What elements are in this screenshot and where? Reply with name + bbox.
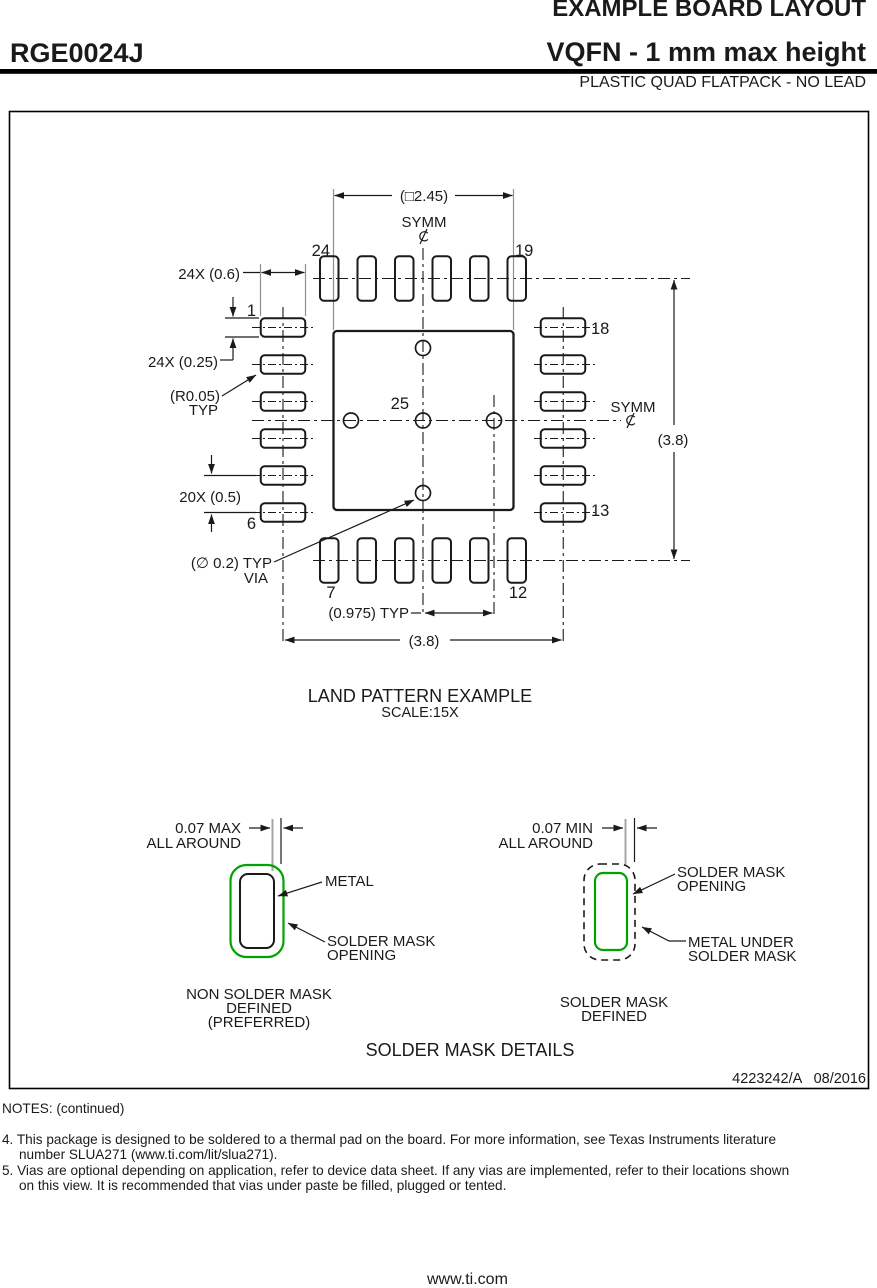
header-rule [0,69,877,74]
pin-12: 12 [508,584,528,602]
via-label: VIA [243,570,268,587]
nsmd-opening-label-2: OPENING [327,947,397,964]
nsmd-caption-3: (PREFERRED) [207,1014,311,1031]
smd-opening-shape [595,873,627,950]
solder-mask-details-title: SOLDER MASK DETAILS [365,1040,575,1060]
package-description: PLASTIC QUAD FLATPACK - NO LEAD [579,74,866,91]
nsmd-figure [147,818,436,1031]
smd-metal-label-1: METAL UNDER [688,934,794,951]
dim-pad-ring-width: (□2.45) [399,188,449,205]
smd-opening-label-1: SOLDER MASK [677,864,786,881]
notes-heading: NOTES: (continued) [2,1101,125,1116]
nsmd-caption-1: NON SOLDER MASK [186,986,332,1003]
smd-figure [499,818,797,1025]
package-type: VQFN - 1 mm max height [546,37,866,67]
metal-label: METAL [325,873,374,890]
smd-dim-scope: ALL AROUND [498,835,593,852]
note-4-line-1: 4. This package is designed to be soldered to a thermal pad on the board. For more information, see Texas Instruments literature [2,1132,777,1147]
dim-via-diameter: (∅ 0.2) TYP [190,555,272,572]
dim-via-pitch: (0.975) TYP [328,605,409,622]
pin-19: 19 [515,242,534,260]
pin-1: 1 [246,302,256,320]
smd-dim-value: 0.07 MIN [532,820,593,837]
centerline-symbol-top [420,229,428,244]
dim-pad-width: 24X (0.25) [147,354,218,371]
dim-span-right: (3.8) [657,432,689,449]
note-4-line-2: number SLUA271 (www.ti.com/lit/slua271). [19,1147,278,1162]
solder-mask-opening-shape [231,865,284,957]
note-5-line-1: 5. Vias are optional depending on application, refer to device data sheet. If any vias are implemented, refer to their locations shown [2,1163,790,1178]
part-number: RGE0024J [10,38,144,68]
centerlines [252,248,690,643]
dimension-lines [204,196,674,641]
extension-lines [261,189,514,330]
smd-caption-1: SOLDER MASK [559,994,669,1011]
nsmd-dim-value: 0.07 MAX [175,820,241,837]
pin-6: 6 [246,515,256,533]
doc-number: 4223242/A 08/2016 [732,1071,866,1087]
land-pattern-caption: LAND PATTERN EXAMPLE [307,686,533,706]
nsmd-dim-scope: ALL AROUND [146,835,241,852]
dim-pad-length: 24X (0.6) [178,266,240,283]
symm-label-top: SYMM [401,214,447,231]
dim-corner-radius-typ: TYP [188,402,218,419]
nsmd-opening-label-1: SOLDER MASK [327,933,436,950]
drawing-labels [148,188,688,721]
note-5-line-2: on this view. It is recommended that vias under paste be filled, plugged or tented. [19,1178,507,1193]
pin-13: 13 [591,502,610,520]
metal-pad-shape [240,874,274,948]
dim-corner-radius: (R0.05) [169,388,220,405]
symm-label-right: SYMM [610,399,656,416]
pin-18: 18 [591,320,610,338]
dim-span-bottom: (3.8) [408,633,440,650]
pin-24: 24 [311,242,330,260]
page-title: EXAMPLE BOARD LAYOUT [552,0,866,22]
dim-pitch: 20X (0.5) [179,489,241,506]
footer-url: www.ti.com [427,1271,508,1288]
scale-caption: SCALE:15X [381,705,459,721]
smd-metal-label-2: SOLDER MASK [688,948,797,965]
smd-caption-2: DEFINED [581,1008,647,1025]
nsmd-caption-2: DEFINED [226,1000,292,1017]
pin-7: 7 [326,584,336,602]
pin-25: 25 [390,395,409,413]
smd-opening-label-2: OPENING [677,878,747,895]
